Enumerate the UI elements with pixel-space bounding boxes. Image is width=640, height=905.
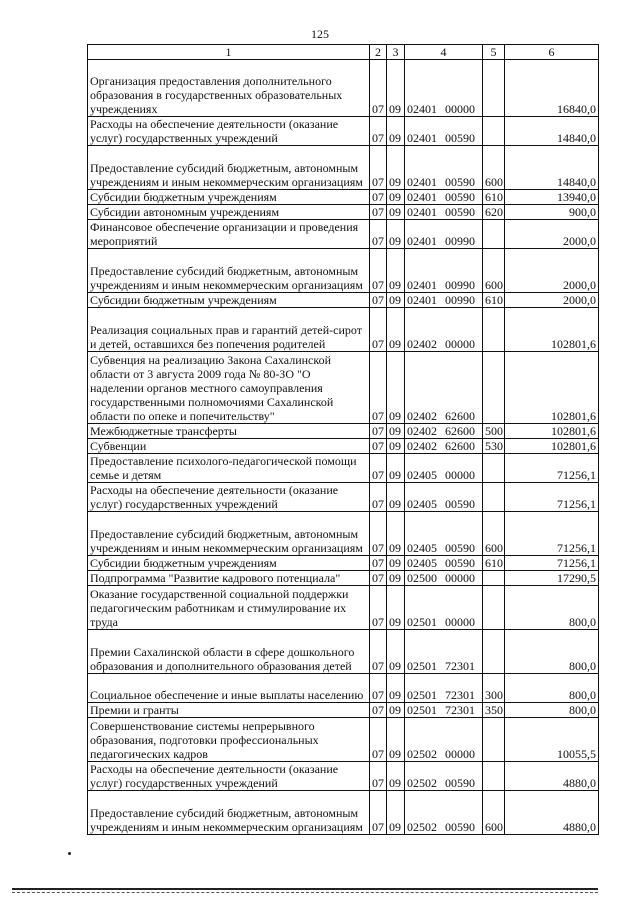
table-row [88,190,599,205]
row-section: 07 [370,60,387,117]
row-amount: 2000,0 [505,249,599,293]
target-code-program: 02502 [407,820,437,834]
row-amount: 71256,1 [505,556,599,571]
table-row [88,205,599,220]
target-code-program: 02401 [407,205,437,219]
row-target-code [405,586,483,630]
row-subsection: 09 [387,146,405,190]
row-subsection: 09 [387,718,405,762]
target-code-direction: 62600 [445,439,475,453]
row-name: Расходы на обеспечение деятельности (оказание услуг) государственных учреждений [88,762,370,791]
target-code-direction: 00000 [445,337,475,351]
target-code-direction: 00590 [445,175,475,189]
row-target-code [405,791,483,835]
row-target-code [405,60,483,117]
row-target-code [405,249,483,293]
table-row [88,483,599,512]
row-expense-type [483,117,505,146]
row-expense-type [483,586,505,630]
row-expense-type [483,718,505,762]
table-row [88,117,599,146]
target-code-program: 02405 [407,541,437,555]
row-subsection: 09 [387,674,405,703]
row-expense-type: 600 [483,791,505,835]
budget-table [87,44,599,835]
row-amount: 14840,0 [505,146,599,190]
table-row [88,60,599,117]
row-name: Субсидии автономным учреждениям [88,205,370,220]
header-cell-expense-type: 5 [483,45,505,60]
target-code-program: 02401 [407,102,437,116]
target-code-program: 02405 [407,468,437,482]
row-target-code [405,674,483,703]
target-code-direction: 00590 [445,556,475,570]
target-code-direction: 00000 [445,571,475,585]
table-row [88,586,599,630]
row-name: Субсидии бюджетным учреждениям [88,293,370,308]
row-target-code [405,117,483,146]
table-row [88,146,599,190]
row-name: Предоставление субсидий бюджетным, автономным учреждениям и иным некоммерческим организациям [88,791,370,835]
row-name: Премии и гранты [88,703,370,718]
row-amount: 4880,0 [505,762,599,791]
row-name: Социальное обеспечение и иные выплаты населению [88,674,370,703]
table-row [88,454,599,483]
target-code-program: 02401 [407,293,437,307]
row-amount: 102801,6 [505,424,599,439]
row-section: 07 [370,190,387,205]
row-amount: 13940,0 [505,190,599,205]
target-code-direction: 00000 [445,747,475,761]
target-code-direction: 00590 [445,205,475,219]
row-amount: 800,0 [505,586,599,630]
table-row [88,308,599,352]
row-subsection: 09 [387,556,405,571]
row-subsection: 09 [387,586,405,630]
row-target-code [405,483,483,512]
row-target-code [405,293,483,308]
row-subsection: 09 [387,571,405,586]
target-code-program: 02500 [407,571,437,585]
row-subsection: 09 [387,190,405,205]
target-code-program: 02401 [407,131,437,145]
margin-dot [68,852,71,855]
row-expense-type: 610 [483,293,505,308]
row-expense-type [483,483,505,512]
row-subsection: 09 [387,220,405,249]
row-target-code [405,703,483,718]
row-name: Предоставление субсидий бюджетным, автономным учреждениям и иным некоммерческим организациям [88,146,370,190]
target-code-program: 02502 [407,776,437,790]
row-target-code [405,190,483,205]
target-code-program: 02405 [407,556,437,570]
row-section: 07 [370,454,387,483]
row-target-code [405,630,483,674]
row-subsection: 09 [387,630,405,674]
target-code-program: 02402 [407,337,437,351]
row-target-code [405,512,483,556]
row-name: Расходы на обеспечение деятельности (оказание услуг) государственных учреждений [88,117,370,146]
table-row [88,556,599,571]
row-expense-type [483,60,505,117]
header-cell-subsection: 3 [387,45,405,60]
row-section: 07 [370,205,387,220]
row-target-code [405,439,483,454]
table-row [88,512,599,556]
row-amount: 102801,6 [505,352,599,424]
row-name: Предоставление психолого-педагогической помощи семье и детям [88,454,370,483]
row-amount: 102801,6 [505,439,599,454]
row-expense-type: 600 [483,512,505,556]
row-expense-type: 620 [483,205,505,220]
table-row [88,674,599,703]
row-name: Предоставление субсидий бюджетным, автономным учреждениям и иным некоммерческим организациям [88,512,370,556]
row-amount: 17290,5 [505,571,599,586]
row-amount: 800,0 [505,674,599,703]
row-subsection: 09 [387,293,405,308]
target-code-program: 02401 [407,234,437,248]
row-expense-type: 600 [483,249,505,293]
target-code-program: 02402 [407,424,437,438]
row-section: 07 [370,439,387,454]
row-name: Оказание государственной социальной поддержки педагогическим работникам и стимулирование их труда [88,586,370,630]
row-amount: 10055,5 [505,718,599,762]
table-row [88,439,599,454]
target-code-direction: 62600 [445,424,475,438]
row-name: Организация предоставления дополнительного образования в государственных образовательных учреждениях [88,60,370,117]
row-section: 07 [370,220,387,249]
bottom-rule [12,888,598,890]
row-subsection: 09 [387,512,405,556]
row-name: Расходы на обеспечение деятельности (оказание услуг) государственных учреждений [88,483,370,512]
row-subsection: 09 [387,352,405,424]
row-expense-type: 610 [483,190,505,205]
target-code-direction: 00990 [445,234,475,248]
row-section: 07 [370,117,387,146]
row-name: Совершенствование системы непрерывного образования, подготовки профессиональных педагогических кадров [88,718,370,762]
target-code-direction: 00590 [445,131,475,145]
row-amount: 71256,1 [505,454,599,483]
row-subsection: 09 [387,703,405,718]
row-amount: 2000,0 [505,220,599,249]
row-subsection: 09 [387,308,405,352]
row-amount: 2000,0 [505,293,599,308]
table-row [88,424,599,439]
target-code-direction: 00590 [445,820,475,834]
page-number: 125 [311,27,329,41]
table-row [88,220,599,249]
row-name: Подпрограмма "Развитие кадрового потенциала" [88,571,370,586]
row-section: 07 [370,512,387,556]
row-target-code [405,762,483,791]
row-expense-type [483,630,505,674]
row-amount: 14840,0 [505,117,599,146]
row-subsection: 09 [387,483,405,512]
target-code-direction: 00990 [445,293,475,307]
target-code-direction: 00000 [445,468,475,482]
row-target-code [405,556,483,571]
table-row [88,249,599,293]
table-row [88,630,599,674]
target-code-program: 02501 [407,688,437,702]
row-name: Премии Сахалинской области в сфере дошкольного образования и дополнительного образования детей [88,630,370,674]
row-expense-type: 530 [483,439,505,454]
row-amount: 800,0 [505,630,599,674]
row-name: Реализация социальных прав и гарантий детей-сирот и детей, оставшихся без попечения родителей [88,308,370,352]
target-code-program: 02402 [407,409,437,423]
header-cell-section: 2 [370,45,387,60]
table-header-row [88,45,599,60]
row-section: 07 [370,630,387,674]
row-subsection: 09 [387,439,405,454]
target-code-direction: 00000 [445,615,475,629]
row-expense-type [483,352,505,424]
header-cell-name: 1 [88,45,370,60]
row-target-code [405,146,483,190]
row-expense-type: 610 [483,556,505,571]
target-code-direction: 72301 [445,659,475,673]
row-expense-type [483,571,505,586]
row-section: 07 [370,424,387,439]
row-amount: 71256,1 [505,483,599,512]
row-target-code [405,205,483,220]
row-expense-type: 500 [483,424,505,439]
row-expense-type [483,762,505,791]
row-section: 07 [370,293,387,308]
row-section: 07 [370,483,387,512]
row-name: Субвенция на реализацию Закона Сахалинской области от 3 августа 2009 года № 80-ЗО "О наделении органов местного самоуправления государственными полномочиями Сахалинской области по опеке и попечительству" [88,352,370,424]
target-code-direction: 72301 [445,703,475,717]
target-code-direction: 62600 [445,409,475,423]
row-amount: 16840,0 [505,60,599,117]
row-section: 07 [370,703,387,718]
row-target-code [405,571,483,586]
row-name: Финансовое обеспечение организации и проведения мероприятий [88,220,370,249]
row-section: 07 [370,791,387,835]
row-section: 07 [370,571,387,586]
target-code-direction: 00590 [445,541,475,555]
row-subsection: 09 [387,205,405,220]
row-subsection: 09 [387,424,405,439]
row-expense-type: 300 [483,674,505,703]
row-amount: 71256,1 [505,512,599,556]
bottom-rule-dashed [12,892,598,893]
table-row [88,762,599,791]
row-target-code [405,220,483,249]
row-target-code [405,454,483,483]
target-code-direction: 00590 [445,190,475,204]
row-name: Межбюджетные трансферты [88,424,370,439]
row-amount: 900,0 [505,205,599,220]
target-code-program: 02405 [407,497,437,511]
row-name: Субсидии бюджетным учреждениям [88,190,370,205]
row-subsection: 09 [387,117,405,146]
row-name: Субсидии бюджетным учреждениям [88,556,370,571]
row-section: 07 [370,146,387,190]
target-code-program: 02502 [407,747,437,761]
row-expense-type [483,308,505,352]
row-section: 07 [370,249,387,293]
table-row [88,703,599,718]
row-section: 07 [370,718,387,762]
row-expense-type: 350 [483,703,505,718]
row-subsection: 09 [387,791,405,835]
row-section: 07 [370,586,387,630]
row-section: 07 [370,762,387,791]
row-section: 07 [370,674,387,703]
row-expense-type [483,220,505,249]
row-subsection: 09 [387,454,405,483]
target-code-program: 02401 [407,278,437,292]
row-section: 07 [370,352,387,424]
row-name: Субвенции [88,439,370,454]
target-code-program: 02402 [407,439,437,453]
row-target-code [405,308,483,352]
table-row [88,352,599,424]
row-amount: 800,0 [505,703,599,718]
row-target-code [405,718,483,762]
row-subsection: 09 [387,762,405,791]
row-section: 07 [370,556,387,571]
row-target-code [405,424,483,439]
table-row [88,718,599,762]
row-amount: 102801,6 [505,308,599,352]
row-subsection: 09 [387,60,405,117]
target-code-program: 02501 [407,703,437,717]
row-target-code [405,352,483,424]
target-code-direction: 72301 [445,688,475,702]
target-code-program: 02401 [407,175,437,189]
row-name: Предоставление субсидий бюджетным, автономным учреждениям и иным некоммерческим организациям [88,249,370,293]
row-expense-type [483,454,505,483]
row-amount: 4880,0 [505,791,599,835]
row-expense-type: 600 [483,146,505,190]
table-row [88,571,599,586]
row-subsection: 09 [387,249,405,293]
row-section: 07 [370,308,387,352]
target-code-program: 02501 [407,615,437,629]
header-cell-target-code: 4 [405,45,483,60]
target-code-direction: 00000 [445,102,475,116]
target-code-direction: 00590 [445,497,475,511]
table-row [88,791,599,835]
target-code-program: 02401 [407,190,437,204]
table-row [88,293,599,308]
target-code-program: 02501 [407,659,437,673]
header-cell-amount: 6 [505,45,599,60]
target-code-direction: 00590 [445,776,475,790]
target-code-direction: 00990 [445,278,475,292]
